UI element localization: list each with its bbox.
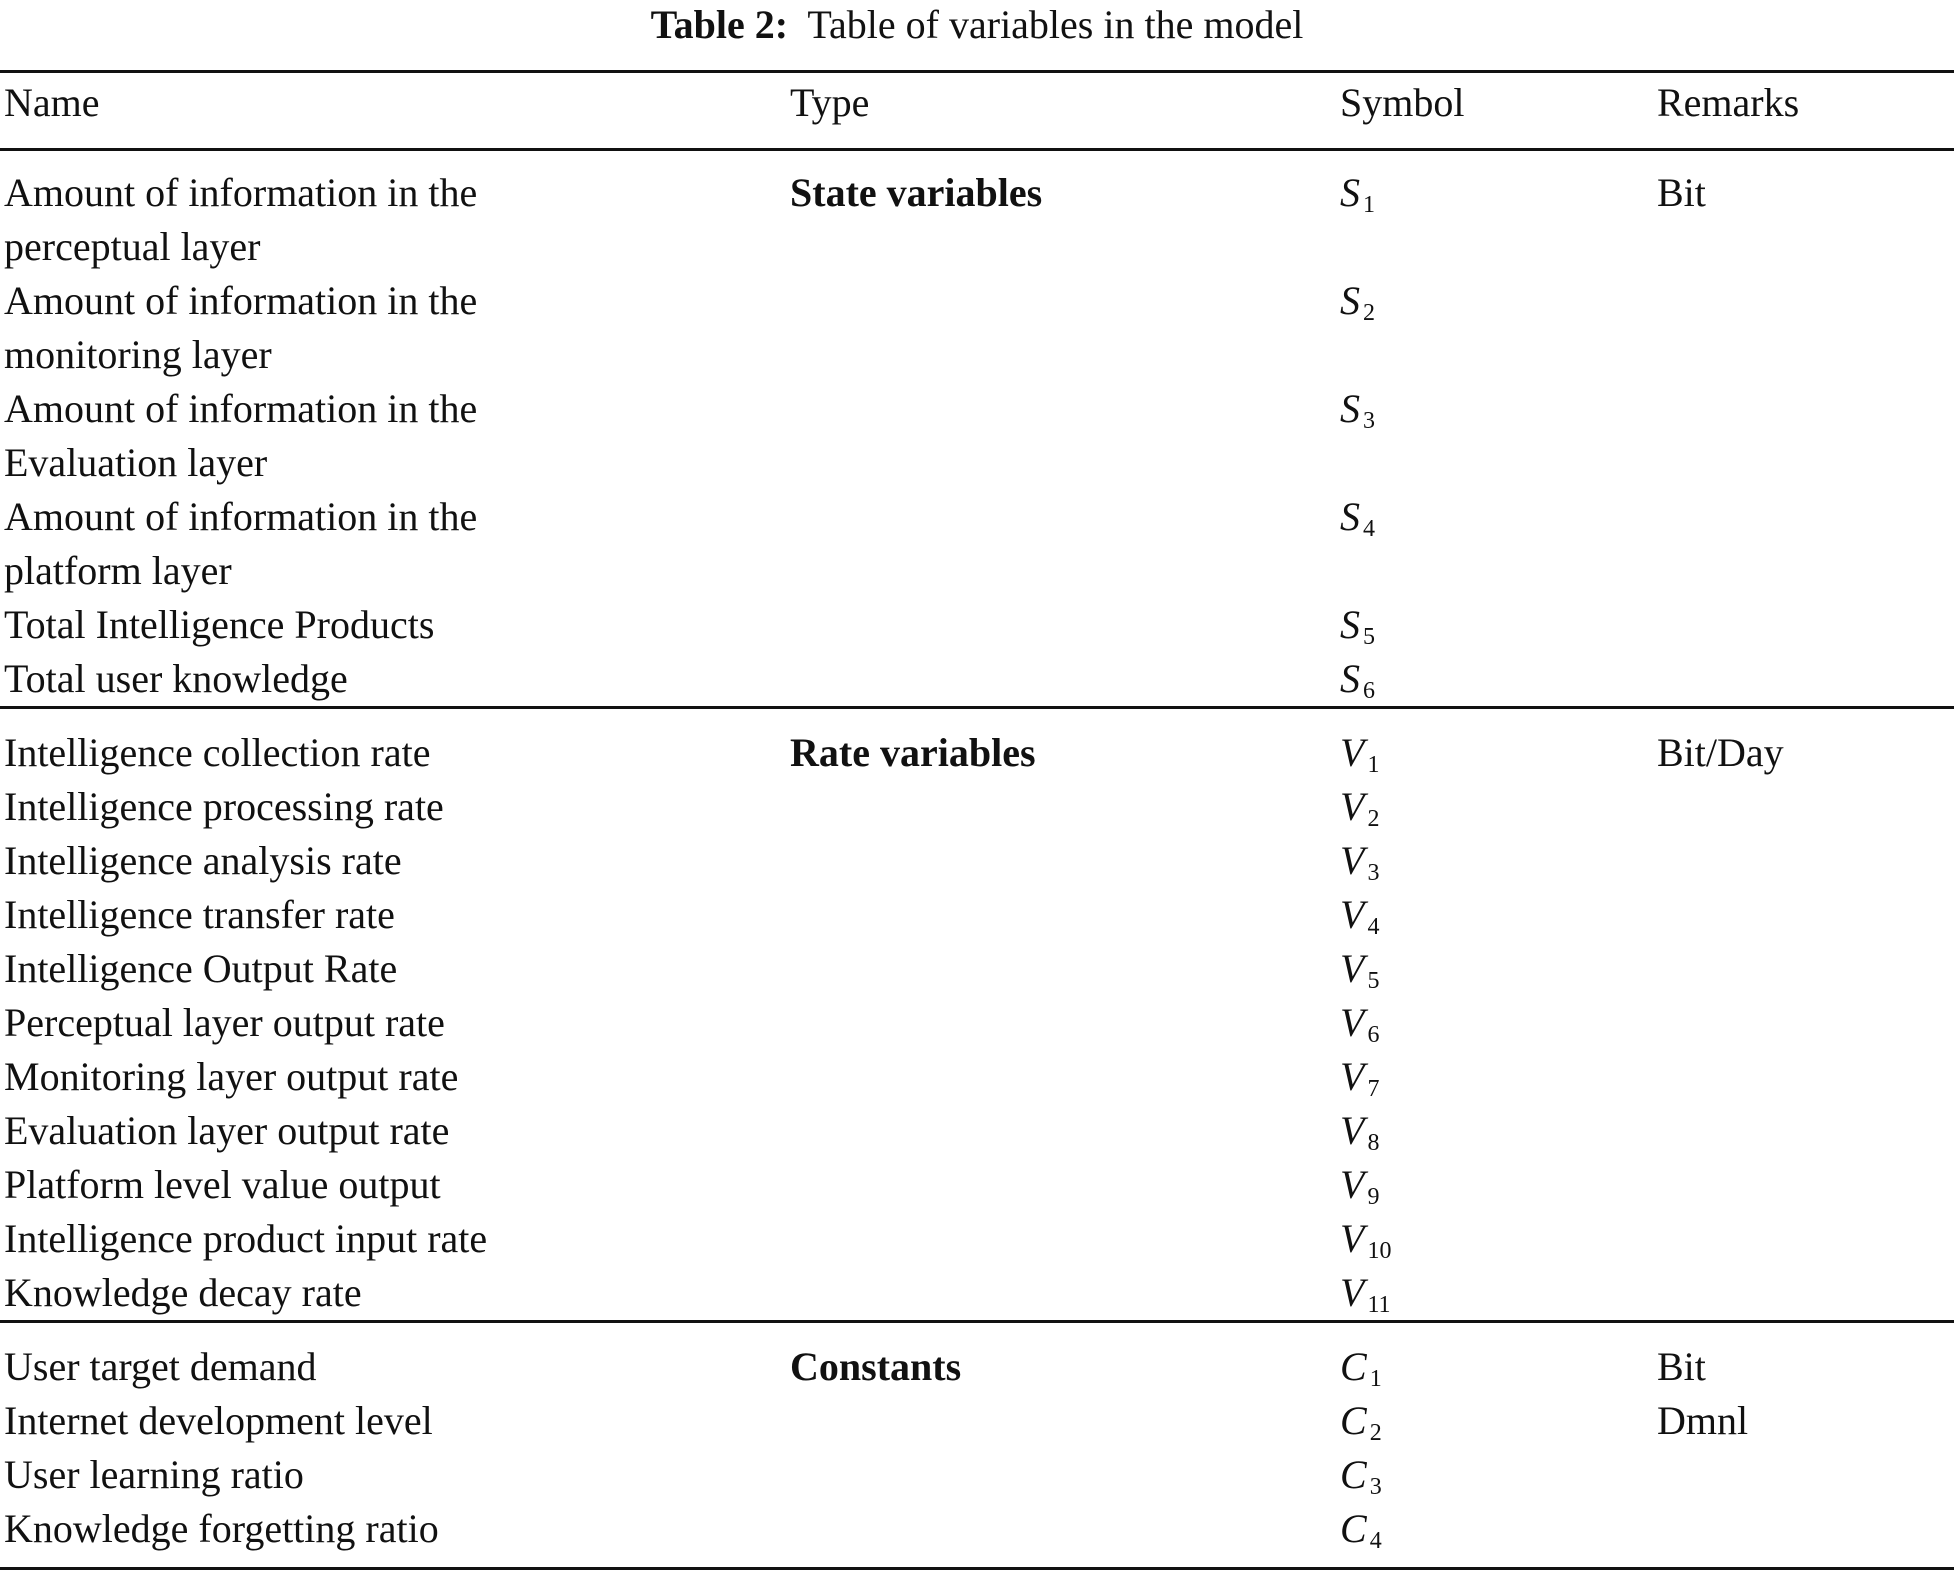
row-v11-name: Knowledge decay rate: [4, 1270, 362, 1315]
row-s4-name-line2: platform layer: [4, 548, 232, 593]
row-v7-name: Monitoring layer output rate: [4, 1054, 459, 1099]
top-rule: [0, 70, 1954, 73]
row-s4-symbol: S $_4$: [1340, 494, 1375, 542]
row-s2-name-line2: monitoring layer: [4, 332, 272, 377]
row-v8-name: Evaluation layer output rate: [4, 1108, 450, 1153]
caption-text: Table of variables in the model: [807, 2, 1304, 47]
row-v10-symbol: V $_{10}$: [1340, 1216, 1392, 1264]
row-v3-symbol: V $_3$: [1340, 838, 1380, 886]
row-v7-symbol: V $_7$: [1340, 1054, 1380, 1102]
row-s2-name-line1: Amount of information in the: [4, 278, 478, 323]
row-s6-symbol: S $_6$: [1340, 656, 1375, 704]
row-s1-name-line1: Amount of information in the: [4, 170, 478, 215]
row-c3-name: User learning ratio: [4, 1452, 304, 1497]
row-v6-name: Perceptual layer output rate: [4, 1000, 445, 1045]
row-s1-remarks: Bit: [1657, 170, 1706, 215]
row-c2-remarks: Dmnl: [1657, 1398, 1749, 1443]
row-v10-name: Intelligence product input rate: [4, 1216, 488, 1261]
row-v1-symbol: V $_1$: [1340, 730, 1380, 778]
row-v1-type: Rate variables: [790, 730, 1036, 775]
row-s5-name: Total Intelligence Products: [4, 602, 435, 647]
row-s1-name-line2: perceptual layer: [4, 224, 261, 269]
row-v2-name: Intelligence processing rate: [4, 784, 444, 829]
row-s3-symbol: S $_3$: [1340, 386, 1375, 434]
row-v8-symbol: V $_8$: [1340, 1108, 1380, 1156]
row-s6-name: Total user knowledge: [4, 656, 348, 701]
header-symbol: Symbol: [1340, 80, 1465, 125]
row-s3-name-line1: Amount of information in the: [4, 386, 478, 431]
row-v9-symbol: V $_9$: [1340, 1162, 1380, 1210]
header-type: Type: [790, 80, 870, 125]
row-v6-symbol: V $_6$: [1340, 1000, 1380, 1048]
row-c1-type: Constants: [790, 1344, 962, 1389]
row-v4-name: Intelligence transfer rate: [4, 892, 395, 937]
row-s1-symbol: S $_1$: [1340, 170, 1375, 218]
row-c2-symbol: C $_2$: [1340, 1398, 1382, 1446]
row-v3-name: Intelligence analysis rate: [4, 838, 402, 883]
bottom-rule: [0, 1567, 1954, 1570]
row-v5-symbol: V $_5$: [1340, 946, 1380, 994]
row-c3-symbol: C $_3$: [1340, 1452, 1382, 1500]
row-c4-name: Knowledge forgetting ratio: [4, 1506, 439, 1551]
row-c4-symbol: C $_4$: [1340, 1506, 1382, 1554]
group-rule-state: [0, 706, 1954, 709]
row-s4-name-line1: Amount of information in the: [4, 494, 478, 539]
row-v1-remarks: Bit/Day: [1657, 730, 1784, 775]
row-s5-symbol: S $_5$: [1340, 602, 1375, 650]
header-rule: [0, 148, 1954, 151]
caption-label: Table 2:: [650, 2, 789, 47]
row-c1-symbol: C $_1$: [1340, 1344, 1382, 1392]
group-rule-rate: [0, 1320, 1954, 1323]
row-v4-symbol: V $_4$: [1340, 892, 1380, 940]
row-s2-symbol: S $_2$: [1340, 278, 1375, 326]
row-s1-type: State variables: [790, 170, 1043, 215]
row-s3-name-line2: Evaluation layer: [4, 440, 268, 485]
table-caption: [0, 0, 1954, 50]
row-c1-remarks: Bit: [1657, 1344, 1706, 1389]
header-remarks: Remarks: [1657, 80, 1800, 125]
row-v9-name: Platform level value output: [4, 1162, 441, 1207]
row-v5-name: Intelligence Output Rate: [4, 946, 398, 991]
row-c1-name: User target demand: [4, 1344, 317, 1389]
row-v1-name: Intelligence collection rate: [4, 730, 431, 775]
row-v11-symbol: V $_{11}$: [1340, 1270, 1391, 1318]
row-v2-symbol: V $_2$: [1340, 784, 1380, 832]
row-c2-name: Internet development level: [4, 1398, 433, 1443]
header-name: Name: [4, 80, 100, 125]
